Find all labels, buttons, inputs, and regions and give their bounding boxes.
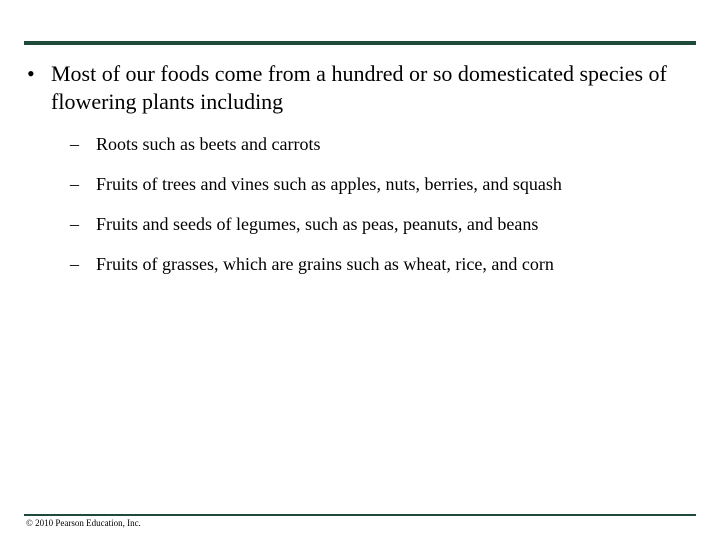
main-bullet-text: Most of our foods come from a hundred or so domesticated species of flowering plants including [51,61,667,114]
sub-bullet-item [70,132,700,156]
sub-bullet-list [70,132,700,292]
dash-icon: – [70,254,79,274]
dash-icon: – [70,214,79,234]
sub-bullet-text: Fruits of grasses, which are grains such as wheat, rice, and corn [96,254,554,274]
sub-bullet-text: Fruits of trees and vines such as apples, nuts, berries, and squash [96,174,562,194]
sub-bullet-text: Fruits and seeds of legumes, such as peas, peanuts, and beans [96,214,539,234]
bullet-icon: • [27,61,35,86]
top-divider [24,41,696,45]
dash-icon: – [70,134,79,154]
sub-bullet-item [70,252,700,276]
bottom-divider [24,514,696,516]
sub-bullet-text: Roots such as beets and carrots [96,134,321,154]
copyright-footer: © 2010 Pearson Education, Inc. [26,518,141,528]
sub-bullet-item [70,212,700,236]
sub-bullet-item [70,172,700,196]
main-bullet [27,60,667,116]
dash-icon: – [70,174,79,194]
